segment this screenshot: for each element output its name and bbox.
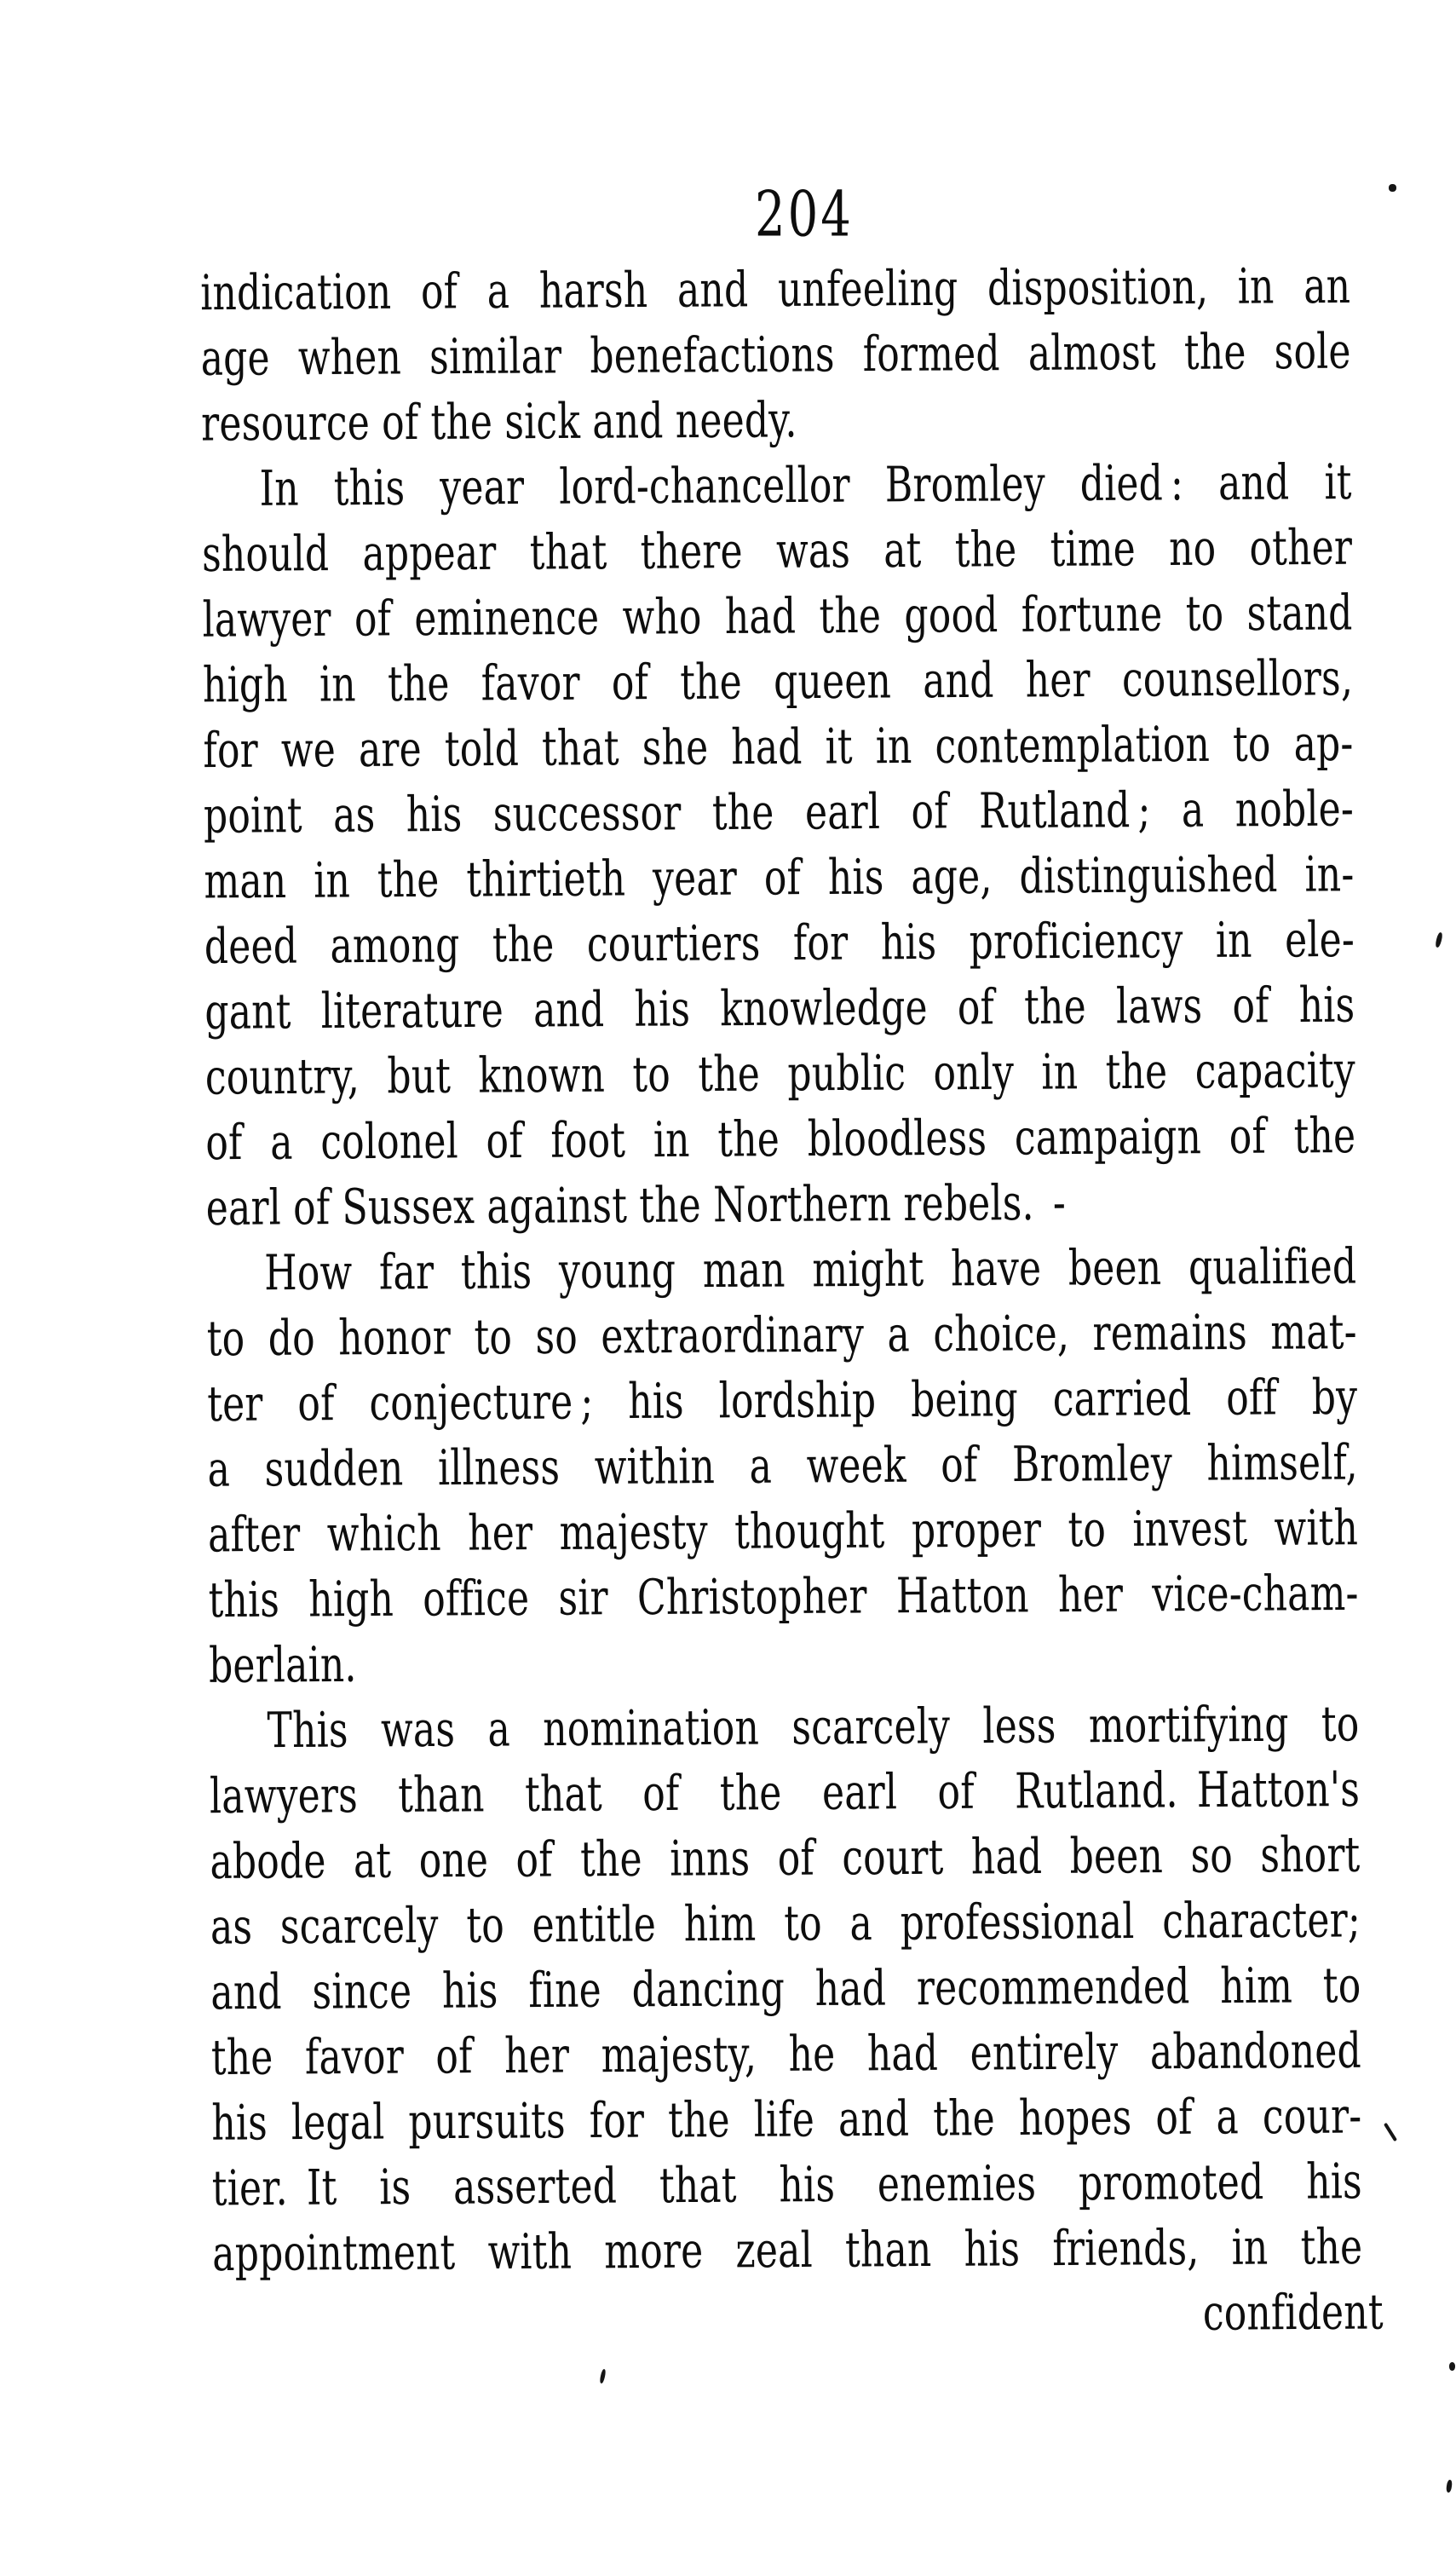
text-line: of a colonel of foot in the bloodless campaign of the — [205, 1108, 1356, 1172]
text-line: lawyers than that of the earl of Rutland. Hatton's — [209, 1761, 1361, 1825]
page-number: 204 — [755, 179, 854, 251]
ink-speck — [1446, 2480, 1453, 2493]
text-line: age when similar benefactions formed almost the sole — [200, 323, 1351, 388]
text-line: abode at one of the inns of court had been so short — [210, 1826, 1361, 1891]
text-line: point as his successor the earl of Rutland ; a noble- — [203, 781, 1355, 845]
text-line: appointment with more zeal than his friends, in the — [212, 2218, 1363, 2283]
ink-speck — [1389, 184, 1396, 192]
text-line: This was a nomination scarcely less mortifying to — [267, 1696, 1360, 1760]
text-line: tier. It is asserted that his enemies promoted his — [211, 2153, 1362, 2217]
text-line: and since his fine dancing had recommended him to — [210, 1957, 1361, 2021]
catchword: confident — [1202, 2284, 1384, 2343]
text-line: man in the thirtieth year of his age, distinguished in- — [204, 846, 1355, 910]
ink-speck — [599, 2369, 606, 2384]
text-line: country, but known to the public only in the capacity — [204, 1042, 1356, 1106]
ink-speck — [1449, 2362, 1455, 2371]
text-line: resource of the sick and needy. — [200, 392, 797, 452]
text-line: berlain. — [208, 1636, 357, 1695]
text-line: a sudden illness within a week of Bromley himself, — [207, 1434, 1358, 1499]
text-line: should appear that there was at the time no other — [201, 519, 1353, 584]
ink-speck — [1384, 2123, 1397, 2141]
text-line: for we are told that she had it in contemplation to ap- — [203, 715, 1354, 780]
text-line: ter of conjecture ; his lordship being carried off by — [206, 1369, 1358, 1433]
text-line: after which her majesty thought proper to invest with — [207, 1500, 1359, 1564]
text-line: the favor of her majesty, he had entirely abandoned — [210, 2022, 1362, 2087]
text-line: deed among the courtiers for his proficiency in ele- — [204, 911, 1355, 976]
text-line: In this year lord-chancellor Bromley died : and it — [259, 454, 1352, 518]
text-line: to do honor to so extraordinary a choice, remains mat- — [206, 1304, 1357, 1368]
text-block — [200, 254, 1384, 2353]
ink-speck — [1435, 932, 1443, 948]
text-line: lawyer of eminence who had the good fortune to stand — [202, 585, 1353, 648]
text-line: this high office sir Christopher Hatton her vice-cham- — [208, 1565, 1359, 1629]
text-line: indication of a harsh and unfeeling disposition, in an — [200, 257, 1351, 322]
text-line: his legal pursuits for the life and the hopes of a cour- — [211, 2088, 1362, 2153]
text-line: high in the favor of the queen and her counsellors, — [202, 650, 1354, 714]
text-line: gant literature and his knowledge of the laws of his — [204, 977, 1355, 1041]
text-line: as scarcely to entitle him to a professional character; — [210, 1892, 1361, 1956]
text-line: How far this young man might have been qualified — [264, 1238, 1357, 1302]
text-line: earl of Sussex against the Northern rebels. - — [205, 1174, 1067, 1237]
